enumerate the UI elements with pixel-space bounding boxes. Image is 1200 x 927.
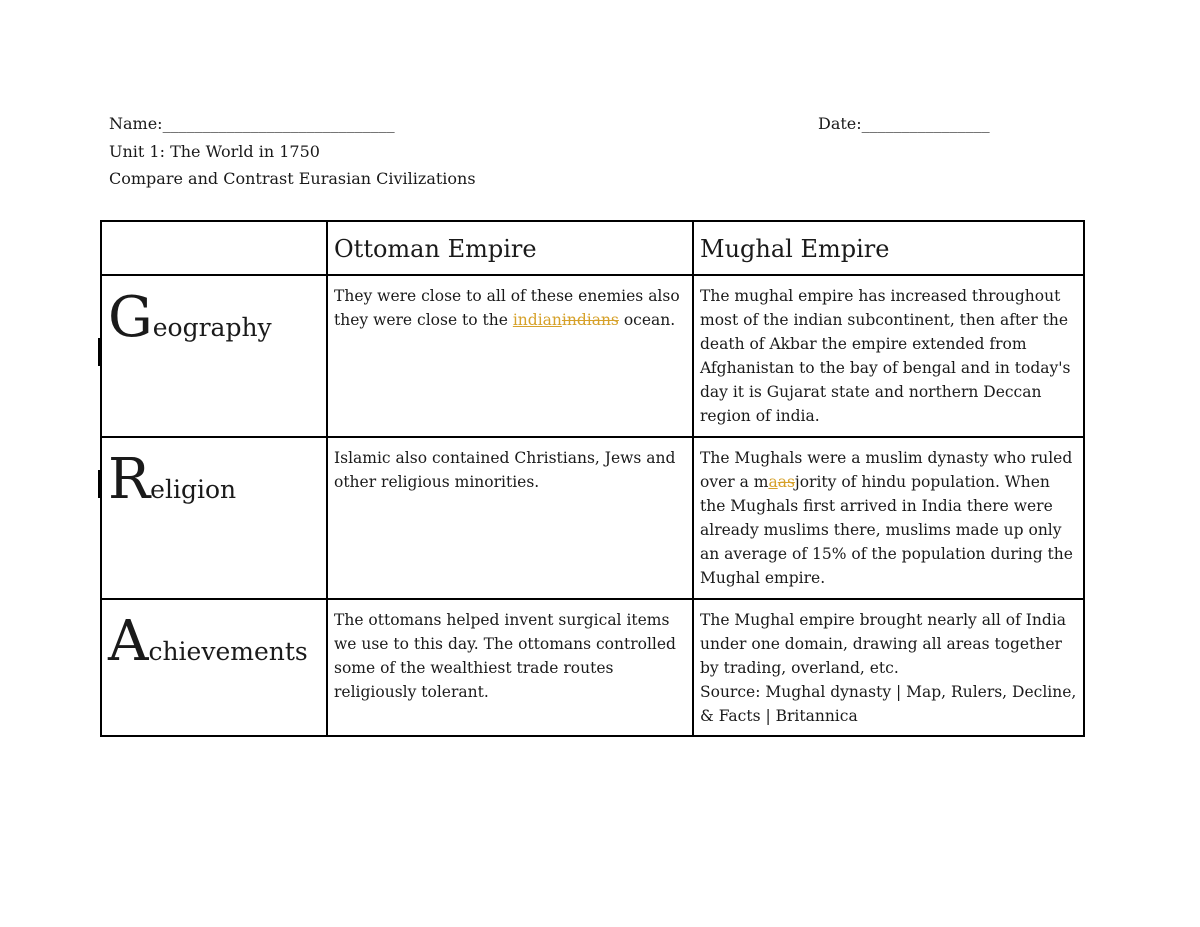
row-achievements	[101, 599, 1084, 736]
cell-text: The Mughal empire brought nearly all of India under one domain, drawing all areas together by trading, overland, etc.	[700, 611, 1067, 677]
row-religion	[101, 437, 1084, 599]
header-ottoman-empire: Ottoman Empire	[327, 221, 693, 275]
table-header-row	[101, 221, 1084, 275]
suggested-deletion[interactable]: indians	[561, 311, 619, 329]
geography-ottoman	[327, 275, 693, 437]
achievements-ottoman: The ottomans helped invent surgical items we use to this day. The ottomans controlled some of the wealthiest trade routes religiously tolerant.	[327, 599, 693, 736]
label-geography	[101, 275, 327, 437]
religion-mughal	[693, 437, 1084, 599]
suggested-deletion[interactable]: as	[777, 473, 795, 491]
unit-title: Unit 1: The World in 1750	[109, 142, 320, 161]
religion-ottoman: Islamic also contained Christians, Jews and other religious minorities.	[327, 437, 693, 599]
label-initial: A	[108, 609, 149, 674]
label-rest: eography	[152, 313, 272, 342]
margin-marker	[98, 470, 101, 498]
comparison-table	[100, 220, 1085, 737]
subtitle: Compare and Contrast Eurasian Civilizations	[109, 169, 476, 188]
name-line: Name:_____________________________	[109, 114, 395, 133]
achievements-mughal	[693, 599, 1084, 736]
cell-text: They were close to all of these enemies also they were close to the	[334, 287, 680, 329]
date-line: Date:________________	[818, 114, 990, 133]
cell-text: ocean.	[618, 311, 676, 329]
margin-marker	[98, 338, 101, 366]
cell-text: jority of hindu population. When the Mughals first arrived in India there were already muslims there, muslims made up only an average of 15% of the population during the Mughal empire.	[700, 473, 1073, 587]
suggested-insertion[interactable]: indian	[512, 311, 562, 329]
label-initial: G	[108, 285, 153, 350]
header-cell-empty	[101, 221, 327, 275]
source-citation: Source: Mughal dynasty | Map, Rulers, Decline, & Facts | Britannica	[700, 683, 1077, 725]
label-rest: chievements	[148, 637, 308, 666]
label-rest: eligion	[150, 475, 237, 504]
header-mughal-empire: Mughal Empire	[693, 221, 1084, 275]
label-religion	[101, 437, 327, 599]
row-geography	[101, 275, 1084, 437]
cell-text: The Mughals were a muslim dynasty who ruled over a m	[700, 449, 1073, 491]
suggested-insertion[interactable]: a	[768, 473, 778, 491]
label-achievements	[101, 599, 327, 736]
label-initial: R	[108, 447, 151, 512]
geography-mughal: The mughal empire has increased throughout most of the indian subcontinent, then after the death of Akbar the empire extended from Afghanistan to the bay of bengal and in today's day it is Gujarat state and northern Deccan region of india.	[693, 275, 1084, 437]
